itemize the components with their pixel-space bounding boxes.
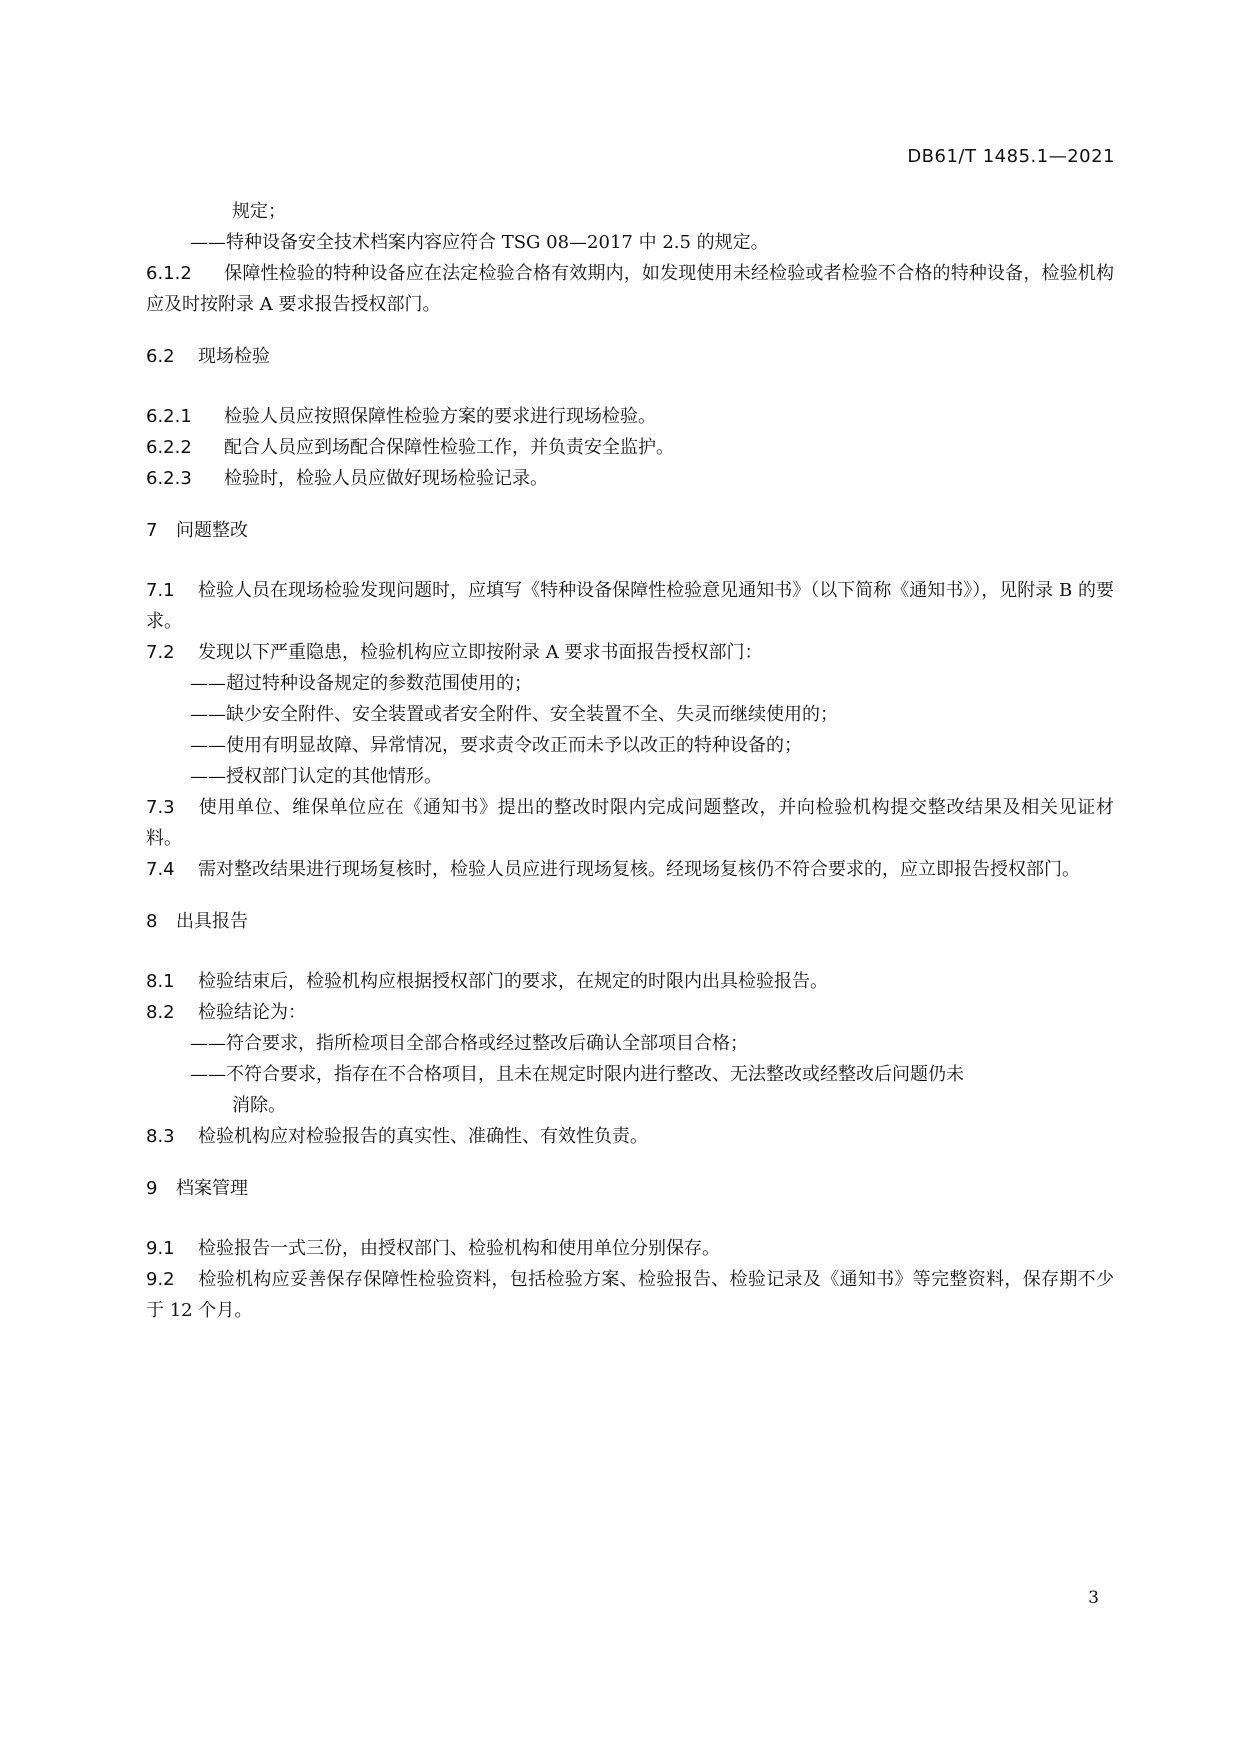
clause-6-2-3	[146, 463, 1114, 494]
clause-number: 6.2.2	[146, 437, 192, 458]
document-body	[146, 196, 1114, 1326]
clause-text: 保障性检验的特种设备应在法定检验合格有效期内，如发现使用未经检验或者检验不合格的特种设备，检验机构应及时按附录 A 要求报告授权部门。	[146, 263, 1114, 315]
clause-number: 6.1.2	[146, 263, 192, 284]
clause-number: 7.2	[146, 642, 175, 663]
clause-number: 7.1	[146, 580, 175, 601]
list-item: ——特种设备安全技术档案内容应符合 TSG 08—2017 中 2.5 的规定。	[190, 232, 769, 253]
clause-number: 6.2.1	[146, 406, 192, 427]
document-code: DB61/T 1485.1—2021	[907, 146, 1115, 167]
clause-9-2	[146, 1264, 1114, 1326]
section-heading-6-2	[146, 341, 1114, 372]
clause-text: 需对整改结果进行现场复核时，检验人员应进行现场复核。经现场复核仍不符合要求的，应立即报告授权部门。	[198, 859, 1080, 880]
clause-number: 9.1	[146, 1238, 175, 1259]
clause-8-2	[146, 997, 1114, 1028]
heading-title: 出具报告	[176, 911, 248, 932]
clause-text: 使用单位、维保单位应在《通知书》提出的整改时限内完成问题整改，并向检验机构提交整改结果及相关见证材料。	[146, 797, 1114, 849]
clause-text: 检验机构应对检验报告的真实性、准确性、有效性负责。	[198, 1126, 648, 1147]
section-heading-9	[146, 1173, 1114, 1204]
clause-text: 检验机构应妥善保存保障性检验资料，包括检验方案、检验报告、检验记录及《通知书》等完整资料，保存期不少于 12 个月。	[146, 1269, 1114, 1321]
page-number: 3	[1088, 1588, 1099, 1608]
list-item: ——不符合要求，指存在不合格项目，且未在规定时限内进行整改、无法整改或经整改后问题仍未	[190, 1064, 964, 1085]
clause-text: 检验报告一式三份，由授权部门、检验机构和使用单位分别保存。	[198, 1238, 720, 1259]
clause-number: 8.3	[146, 1126, 175, 1147]
clause-number: 7.3	[146, 797, 175, 818]
clause-7-4	[146, 854, 1114, 885]
continuation-line: 规定；	[232, 201, 286, 222]
clause-text: 检验人员应按照保障性检验方案的要求进行现场检验。	[224, 406, 656, 427]
list-item: ——缺少安全附件、安全装置或者安全附件、安全装置不全、失灵而继续使用的；	[190, 704, 838, 725]
heading-title: 问题整改	[176, 520, 248, 541]
clause-text: 检验结束后，检验机构应根据授权部门的要求，在规定的时限内出具检验报告。	[198, 971, 828, 992]
section-heading-8	[146, 906, 1114, 937]
heading-title: 档案管理	[176, 1178, 248, 1199]
clause-text: 发现以下严重隐患，检验机构应立即按附录 A 要求书面报告授权部门：	[198, 642, 763, 663]
clause-8-3	[146, 1121, 1114, 1152]
clause-text: 检验时，检验人员应做好现场检验记录。	[224, 468, 548, 489]
clause-9-1	[146, 1233, 1114, 1264]
list-item: ——超过特种设备规定的参数范围使用的；	[190, 673, 532, 694]
list-item: ——使用有明显故障、异常情况，要求责令改正而未予以改正的特种设备的；	[190, 735, 802, 756]
clause-7-1	[146, 575, 1114, 637]
clause-number: 7.4	[146, 859, 175, 880]
clause-number: 9.2	[146, 1269, 175, 1290]
clause-7-3	[146, 792, 1114, 854]
list-item: ——授权部门认定的其他情形。	[190, 766, 442, 787]
continuation-line: 消除。	[232, 1095, 286, 1116]
clause-text: 检验人员在现场检验发现问题时，应填写《特种设备保障性检验意见通知书》（以下简称《通知书》），见附录 B 的要求。	[146, 580, 1114, 632]
clause-7-2	[146, 637, 1114, 668]
list-item: ——符合要求，指所检项目全部合格或经过整改后确认全部项目合格；	[190, 1033, 748, 1054]
clause-text: 配合人员应到场配合保障性检验工作，并负责安全监护。	[224, 437, 674, 458]
clause-number: 8.2	[146, 1002, 175, 1023]
clause-number: 8.1	[146, 971, 175, 992]
heading-number: 9	[146, 1178, 158, 1199]
clause-text: 检验结论为：	[198, 1002, 306, 1023]
heading-number: 6.2	[146, 346, 175, 367]
clause-8-1	[146, 966, 1114, 997]
section-heading-7	[146, 515, 1114, 546]
heading-title: 现场检验	[198, 346, 270, 367]
clause-number: 6.2.3	[146, 468, 192, 489]
clause-6-2-1	[146, 401, 1114, 432]
clause-6-2-2	[146, 432, 1114, 463]
clause-6-1-2	[146, 258, 1114, 320]
heading-number: 8	[146, 911, 158, 932]
heading-number: 7	[146, 520, 158, 541]
